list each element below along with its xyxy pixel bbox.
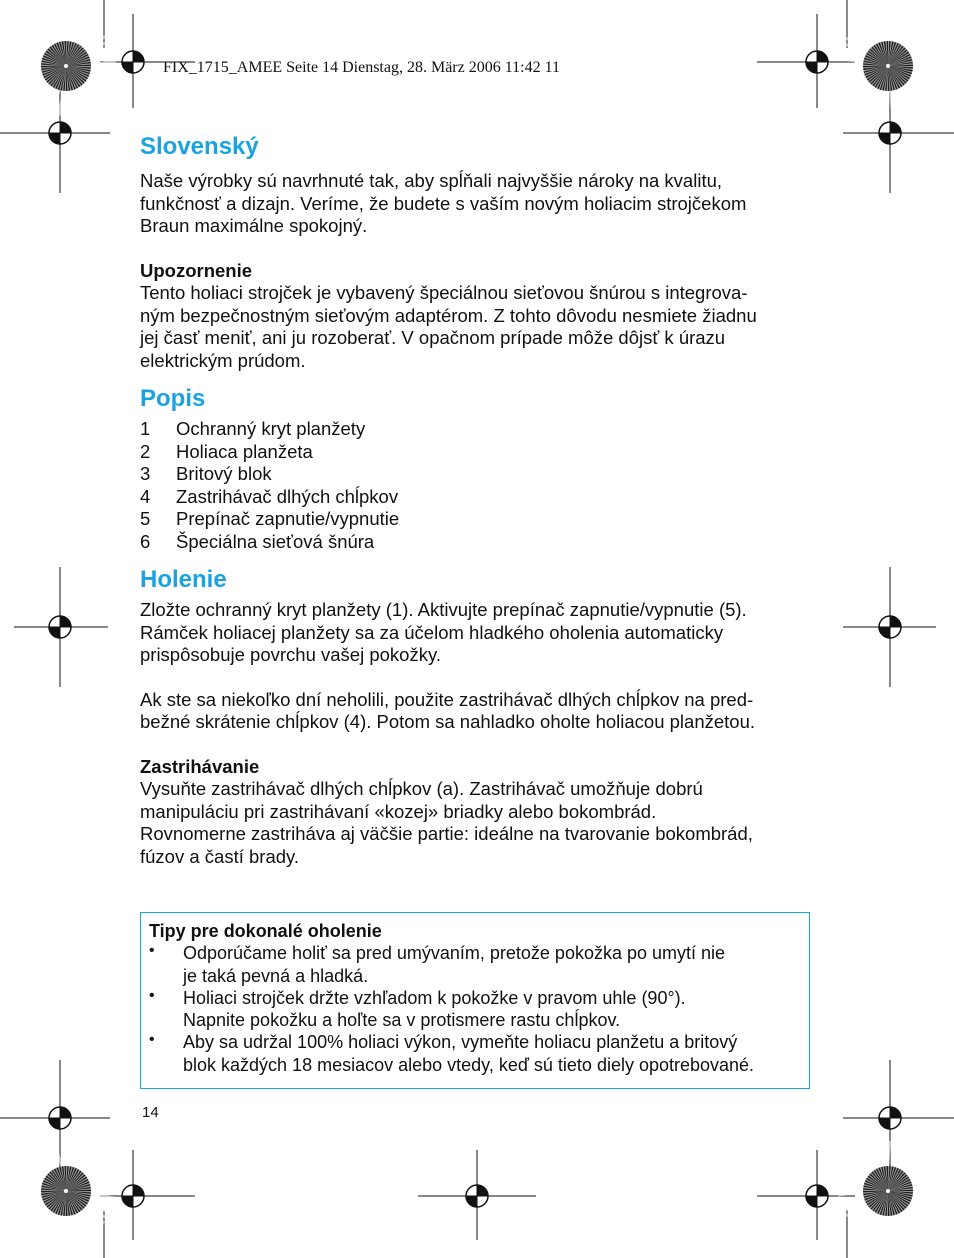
section-title-popis: Popis (140, 385, 206, 412)
trimming-line: fúzov a častí brady. (140, 845, 300, 867)
section-title-holenie: Holenie (140, 566, 227, 593)
tips-line: je taká pevná a hladká. (183, 965, 369, 986)
list-item-label: Britový blok (176, 463, 272, 484)
intro-line: funkčnosť a dizajn. Veríme, že budete s vaším novým holiacim strojčekom (140, 192, 747, 214)
page-number: 14 (142, 1104, 159, 1121)
list-item-number: 5 (140, 508, 151, 529)
list-item (140, 486, 820, 509)
list-item-label: Ochranný kryt planžety (176, 418, 366, 439)
tips-bullet (149, 1031, 801, 1076)
list-item-label: Špeciálna sieťová šnúra (176, 530, 375, 552)
tips-line: Holiaci strojček držte vzhľadom k pokožke v pravom uhle (90°). (183, 987, 686, 1008)
list-item-number: 3 (140, 463, 151, 484)
warning-line: ným bezpečnostným sieťovým adaptérom. Z tohto dôvodu nesmiete žiadnu (140, 304, 757, 326)
warning-line: jej časť meniť, ani ju rozoberať. V opačnom prípade môže dôjsť k úrazu (140, 327, 726, 348)
intro-line: Braun maximálne spokojný. (140, 215, 368, 236)
bullet-marker: • (149, 942, 155, 960)
shaving-line: bežné skrátenie chĺpkov (4). Potom sa nahladko oholte holiacou planžetou. (140, 711, 755, 732)
list-item (140, 418, 820, 441)
warning-line: Tento holiaci strojček je vybavený špeciálnou sieťovou šnúrou s integrova- (140, 282, 748, 303)
list-item (140, 531, 820, 554)
warning-title: Upozornenie (140, 259, 253, 281)
list-item-number: 1 (140, 418, 151, 439)
trimming-line: manipuláciu pri zastrihávaní «kozej» briadky alebo bokombrád. (140, 800, 657, 822)
tips-line: blok každých 18 mesiacov alebo vtedy, keď sú tieto diely opotrebované. (183, 1054, 755, 1075)
list-item (140, 508, 820, 531)
list-item-label: Holiaca planžeta (176, 440, 313, 462)
trimming-line: Vysuňte zastrihávač dlhých chĺpkov (a). Zastrihávač umožňuje dobrú (140, 778, 703, 799)
shaving-line: Rámček holiacej planžety sa za účelom hladkého oholenia automaticky (140, 621, 724, 643)
tips-line: Napnite pokožku a hoľte sa v protismere rastu chĺpkov. (183, 1010, 621, 1031)
intro-line: Naše výrobky sú navrhnuté tak, aby spĺňali najvyššie nároky na kvalitu, (140, 170, 723, 191)
warning-line: elektrickým prúdom. (140, 349, 306, 371)
print-header: FIX_1715_AMEE Seite 14 Dienstag, 28. März 2006 11:42 11 (163, 59, 560, 76)
tips-box (140, 912, 810, 1089)
list-item-number: 2 (140, 440, 151, 462)
shaving-line: Ak ste sa niekoľko dní neholili, použite zastrihávač dlhých chĺpkov na pred- (140, 688, 754, 710)
tips-title: Tipy pre dokonalé oholenie (149, 921, 382, 941)
shaving-line: prispôsobuje povrchu vašej pokožky. (140, 644, 441, 665)
tips-line: Odporúčame holiť sa pred umývaním, pretože pokožka po umytí nie (183, 943, 726, 964)
trimming-title: Zastrihávanie (140, 755, 260, 777)
tips-bullet (149, 942, 801, 987)
shaving-line: Zložte ochranný kryt planžety (1). Aktivujte prepínač zapnutie/vypnutie (5). (140, 599, 747, 620)
list-item-number: 4 (140, 485, 151, 507)
tips-bullet (149, 987, 801, 1032)
trimming-line: Rovnomerne zastriháva aj väčšie partie: ideálne na tvarovanie bokombrád, (140, 823, 753, 844)
tips-line: Aby sa udržal 100% holiaci výkon, vymeňte holiacu planžetu a britový (183, 1032, 738, 1053)
list-item-label: Prepínač zapnutie/vypnutie (176, 508, 400, 529)
list-item (140, 463, 820, 486)
list-item-number: 6 (140, 530, 151, 552)
section-title-slovensky: Slovenský (140, 133, 259, 160)
page-content (140, 132, 820, 868)
list-item-label: Zastrihávač dlhých chĺpkov (176, 485, 399, 507)
list-item (140, 441, 820, 464)
bullet-marker: • (149, 1031, 155, 1049)
bullet-marker: • (149, 986, 155, 1004)
